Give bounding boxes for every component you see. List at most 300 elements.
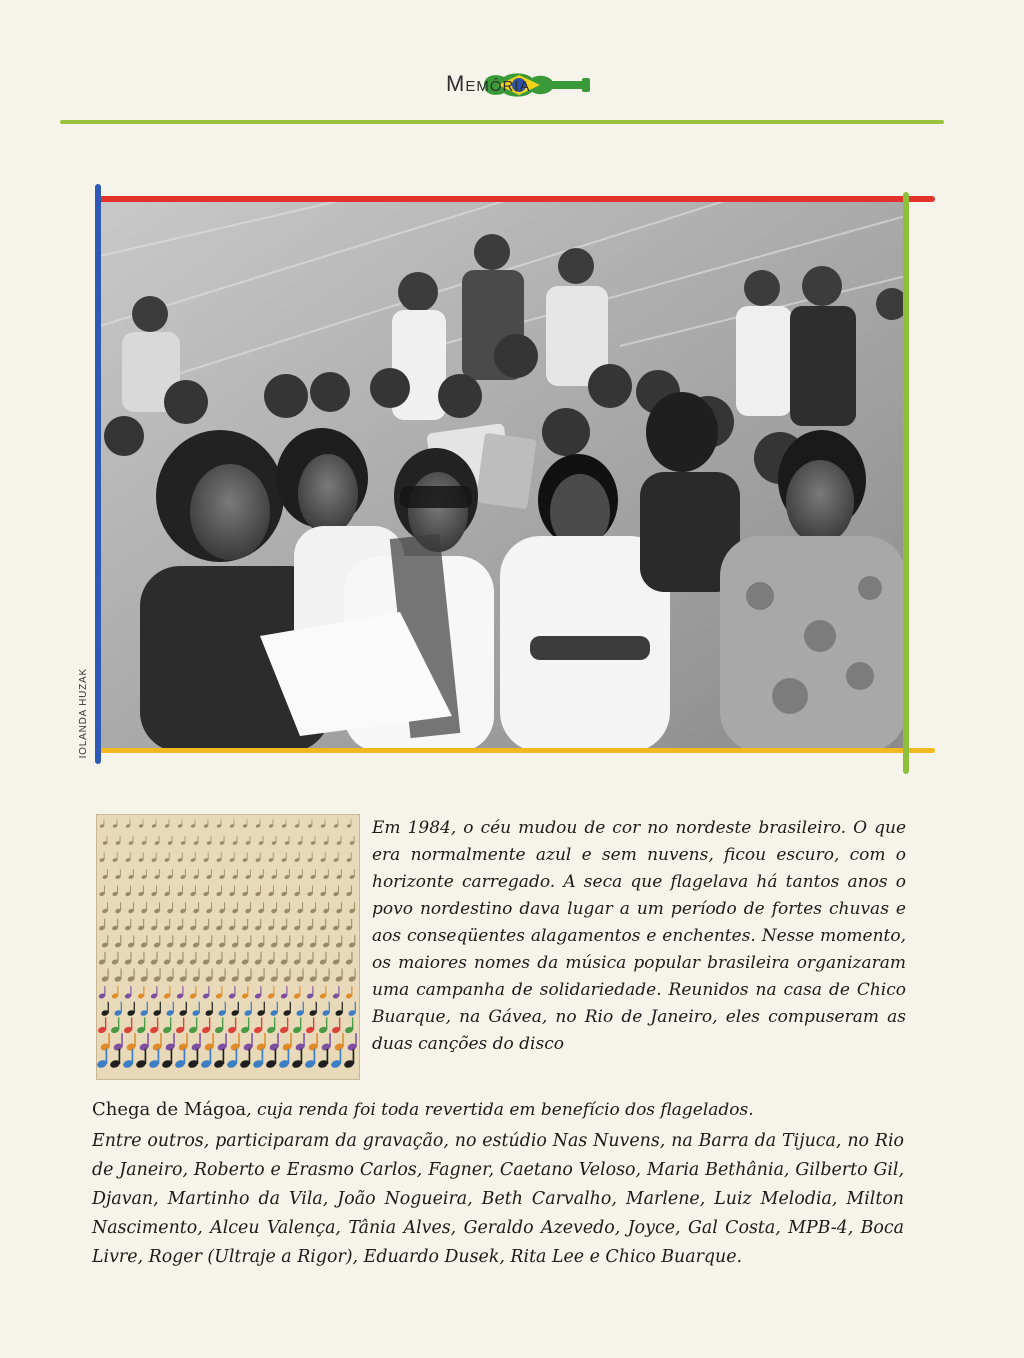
note-icon — [319, 986, 327, 999]
note-icon — [245, 836, 250, 845]
note-icon — [271, 902, 278, 914]
note-icon — [166, 935, 174, 948]
note-icon — [141, 902, 148, 914]
note-icon — [268, 819, 273, 828]
note-icon — [244, 1002, 253, 1017]
note-icon — [191, 1033, 202, 1051]
note-icon — [167, 836, 172, 845]
note-icon — [335, 1002, 344, 1017]
note-icon — [128, 869, 134, 880]
note-icon — [193, 869, 199, 880]
note-icon — [258, 902, 265, 914]
note-icon — [218, 935, 226, 948]
note-icon — [281, 886, 287, 897]
note-icon — [240, 1017, 250, 1034]
note-icon — [111, 919, 118, 931]
note-icon — [140, 968, 148, 982]
note-icon — [294, 853, 300, 863]
group-photo — [100, 196, 906, 752]
note-icon — [124, 986, 132, 999]
note-icon — [163, 986, 171, 999]
section-title: Memória — [446, 71, 531, 96]
note-icon — [267, 919, 274, 931]
note-icon — [345, 952, 353, 966]
note-icon — [321, 1033, 332, 1051]
note-icon — [127, 1002, 136, 1017]
note-icon — [293, 952, 301, 966]
note-icon — [98, 952, 106, 966]
note-icon — [102, 902, 109, 914]
note-icon — [322, 935, 330, 948]
note-icon — [138, 819, 143, 828]
note-icon — [190, 886, 196, 897]
note-icon — [243, 1033, 254, 1051]
note-icon — [216, 886, 222, 897]
note-icon — [202, 986, 210, 999]
note-icon — [281, 853, 287, 863]
note-icon — [333, 853, 339, 863]
note-icon — [293, 919, 300, 931]
note-icon — [187, 1049, 199, 1069]
note-icon — [176, 919, 183, 931]
note-icon — [205, 935, 213, 948]
note-icon — [255, 853, 261, 863]
note-icon — [305, 1017, 315, 1034]
note-icon — [309, 935, 317, 948]
note-icon — [161, 1049, 173, 1069]
note-icon — [139, 1033, 150, 1051]
note-icon — [177, 886, 183, 897]
note-icon — [296, 935, 304, 948]
note-icon — [271, 836, 276, 845]
note-icon — [348, 968, 356, 982]
note-icon — [176, 952, 184, 966]
note-icon — [332, 986, 340, 999]
frame-bottom-yellow — [95, 748, 935, 753]
note-icon — [190, 853, 196, 863]
note-icon — [255, 886, 261, 897]
note-icon — [126, 1033, 137, 1051]
note-icon — [148, 1049, 160, 1069]
note-icon — [124, 952, 132, 966]
note-icon — [179, 968, 187, 982]
note-icon — [319, 952, 327, 966]
note-icon — [258, 836, 263, 845]
note-icon — [192, 935, 200, 948]
note-icon — [283, 968, 291, 982]
note-icon — [295, 1033, 306, 1051]
note-icon — [336, 869, 342, 880]
note-icon — [310, 902, 317, 914]
note-icon — [188, 1017, 198, 1034]
note-icon — [269, 1033, 280, 1051]
note-icon — [110, 1017, 120, 1034]
note-icon — [283, 1002, 292, 1017]
note-icon — [202, 952, 210, 966]
header-rule — [60, 120, 944, 124]
note-icon — [265, 1049, 277, 1069]
note-icon — [102, 869, 108, 880]
note-icon — [204, 1033, 215, 1051]
note-icon — [180, 836, 185, 845]
note-icon — [267, 986, 275, 999]
note-icon — [135, 1049, 147, 1069]
note-icon — [228, 919, 235, 931]
note-icon — [229, 853, 235, 863]
note-icon — [179, 1002, 188, 1017]
note-icon — [112, 819, 117, 828]
note-icon — [127, 935, 135, 948]
note-icon — [97, 1017, 107, 1034]
note-icon — [229, 819, 234, 828]
note-icon — [189, 919, 196, 931]
note-icon — [138, 853, 144, 863]
note-icon — [232, 836, 237, 845]
note-icon — [270, 1002, 279, 1017]
note-icon — [153, 935, 161, 948]
note-icon — [308, 1033, 319, 1051]
note-icon — [177, 853, 183, 863]
note-icon — [154, 902, 161, 914]
note-icon — [216, 853, 222, 863]
note-icon — [102, 836, 107, 845]
note-icon — [193, 836, 198, 845]
note-icon — [254, 986, 262, 999]
note-icon — [140, 1002, 149, 1017]
note-icon — [349, 836, 354, 845]
note-icon — [99, 853, 105, 863]
note-icon — [346, 819, 351, 828]
note-icon — [232, 902, 239, 914]
note-icon — [113, 1033, 124, 1051]
note-icon — [114, 968, 122, 982]
album-cover-chega-de-magoa — [96, 814, 360, 1080]
note-icon — [232, 869, 238, 880]
note-icon — [231, 968, 239, 982]
note-icon — [330, 1049, 342, 1069]
note-icon — [230, 1033, 241, 1051]
note-icon — [307, 886, 313, 897]
note-icon — [137, 986, 145, 999]
note-icon — [100, 1033, 111, 1051]
note-icon — [346, 853, 352, 863]
note-icon — [297, 836, 302, 845]
note-icon — [112, 853, 118, 863]
note-icon — [307, 819, 312, 828]
note-icon — [127, 968, 135, 982]
paragraph-1-end-text: , cuja renda foi toda revertida em benefício dos flagelados. — [246, 1100, 754, 1120]
note-icon — [138, 886, 144, 897]
note-icon — [270, 935, 278, 948]
note-icon — [174, 1049, 186, 1069]
note-icon — [245, 869, 251, 880]
note-icon — [112, 886, 118, 897]
article-paragraph-1-end — [92, 1096, 906, 1124]
note-icon — [296, 1002, 305, 1017]
note-icon — [306, 986, 314, 999]
note-icon — [125, 886, 131, 897]
note-icon — [128, 836, 133, 845]
note-icon — [345, 919, 352, 931]
note-icon — [218, 968, 226, 982]
note-icon — [241, 986, 249, 999]
note-icon — [153, 1002, 162, 1017]
note-icon — [307, 853, 313, 863]
note-icon — [349, 869, 355, 880]
note-icon — [257, 968, 265, 982]
note-icon — [320, 819, 325, 828]
note-icon — [206, 836, 211, 845]
note-icon — [281, 819, 286, 828]
note-icon — [164, 853, 170, 863]
note-icon — [179, 935, 187, 948]
photo-credit: IOLANDA HUZAK — [78, 668, 89, 759]
note-icon — [99, 819, 104, 828]
note-icon — [306, 952, 314, 966]
note-icon — [177, 819, 182, 828]
note-icon — [280, 919, 287, 931]
note-icon — [343, 1049, 355, 1069]
note-icon — [244, 935, 252, 948]
note-icon — [189, 986, 197, 999]
note-icon — [241, 919, 248, 931]
note-icon — [254, 952, 262, 966]
note-icon — [349, 902, 356, 914]
note-icon — [141, 836, 146, 845]
note-icon — [267, 952, 275, 966]
article-paragraph-1: Em 1984, o céu mudou de cor no nordeste brasileiro. O que era normalmente azul e sem nuvens, ficou escuro, com o horizonte carregado. A seca que flagelava há tantos anos o povo nordestino dava lugar a um período de fortes chuvas e aos conseqüentes alagamentos e enchentes. Nesse momento, os maiores nomes da música popular brasileira organizaram uma campanha de solidariedade. Reunidos na casa de Chico Buarque, na Gávea, no Rio de Janeiro, eles compuseram as duas canções do disco — [372, 818, 906, 1054]
note-icon — [150, 952, 158, 966]
note-icon — [228, 986, 236, 999]
note-icon — [310, 836, 315, 845]
note-icon — [293, 986, 301, 999]
note-icon — [331, 1017, 341, 1034]
note-icon — [128, 902, 135, 914]
note-icon — [217, 1033, 228, 1051]
note-icon — [190, 819, 195, 828]
note-icon — [254, 919, 261, 931]
note-icon — [320, 853, 326, 863]
note-icon — [309, 1002, 318, 1017]
note-icon — [256, 1033, 267, 1051]
note-icon — [322, 968, 330, 982]
note-icon — [125, 819, 130, 828]
note-icon — [164, 819, 169, 828]
note-icon — [320, 886, 326, 897]
note-icon — [175, 1017, 185, 1034]
note-icon — [215, 952, 223, 966]
note-icon — [241, 952, 249, 966]
note-icon — [141, 869, 147, 880]
note-icon — [98, 919, 105, 931]
note-icon — [214, 1017, 224, 1034]
note-icon — [297, 902, 304, 914]
note-icon — [227, 1017, 237, 1034]
note-icon — [291, 1049, 303, 1069]
note-icon — [310, 869, 316, 880]
note-icon — [123, 1017, 133, 1034]
note-icon — [348, 935, 356, 948]
note-icon — [322, 1002, 331, 1017]
note-icon — [125, 853, 131, 863]
note-icon — [282, 1033, 293, 1051]
note-icon — [176, 986, 184, 999]
note-icon — [271, 869, 277, 880]
note-icon — [257, 1002, 266, 1017]
note-icon — [231, 1002, 240, 1017]
note-icon — [203, 819, 208, 828]
note-icon — [284, 902, 291, 914]
note-icon — [111, 952, 119, 966]
note-icon — [150, 986, 158, 999]
note-icon — [266, 1017, 276, 1034]
note-icon — [255, 819, 260, 828]
note-icon — [334, 1033, 345, 1051]
note-icon — [218, 1002, 227, 1017]
note-icon — [180, 902, 187, 914]
note-icon — [270, 968, 278, 982]
note-icon — [166, 1002, 175, 1017]
note-icon — [219, 836, 224, 845]
note-icon — [297, 869, 303, 880]
note-icon — [149, 1017, 159, 1034]
note-icon — [151, 853, 157, 863]
note-icon — [344, 1017, 354, 1034]
note-icon — [115, 869, 121, 880]
note-icon — [278, 1049, 290, 1069]
note-icon — [180, 869, 186, 880]
note-icon — [335, 968, 343, 982]
note-icon — [228, 952, 236, 966]
note-icon — [347, 1033, 358, 1051]
note-icon — [101, 968, 109, 982]
note-icon — [258, 869, 264, 880]
note-icon — [323, 836, 328, 845]
note-icon — [336, 836, 341, 845]
note-icon — [229, 886, 235, 897]
note-icon — [101, 935, 109, 948]
note-icon — [109, 1049, 121, 1069]
note-icon — [201, 1017, 211, 1034]
note-icon — [257, 935, 265, 948]
frame-left-blue — [95, 184, 101, 764]
frame-right-green — [903, 192, 909, 774]
note-icon — [323, 902, 330, 914]
note-icon — [189, 952, 197, 966]
note-icon — [203, 886, 209, 897]
note-icon — [219, 869, 225, 880]
note-icon — [284, 869, 290, 880]
note-icon — [280, 986, 288, 999]
note-icon — [345, 986, 353, 999]
note-icon — [153, 968, 161, 982]
note-icon — [333, 819, 338, 828]
note-icon — [335, 935, 343, 948]
note-icon — [154, 869, 160, 880]
note-icon — [101, 1002, 110, 1017]
note-icon — [200, 1049, 212, 1069]
note-icon — [268, 886, 274, 897]
note-icon — [283, 935, 291, 948]
note-icon — [167, 902, 174, 914]
note-icon — [202, 919, 209, 931]
note-icon — [226, 1049, 238, 1069]
album-name: Chega de Mágoa — [92, 1099, 247, 1120]
note-icon — [294, 819, 299, 828]
note-icon — [215, 919, 222, 931]
music-notes-pattern-icon — [96, 814, 360, 1080]
note-icon — [163, 919, 170, 931]
note-icon — [242, 853, 248, 863]
note-icon — [206, 902, 213, 914]
frame-top-red — [97, 196, 935, 202]
article-paragraph-2: Entre outros, participaram da gravação, no estúdio Nas Nuvens, na Barra da Tijuca, no Rio de Janeiro, Roberto e Erasmo Carlos, Fagner, Caetano Veloso, Maria Bethânia, Gilberto Gil, Djavan, Martinho da Vila, João Nogueira, Beth Carvalho, Marlene, Luiz Melodia, Milton Nascimento, Alceu Valença, Tânia Alves, Geraldo Azevedo, Joyce, Gal Costa, MPB-4, Boca Livre, Roger (Ultraje a Rigor), Eduardo Dusek, Rita Lee e Chico Buarque. — [92, 1131, 904, 1267]
note-icon — [318, 1017, 328, 1034]
note-icon — [319, 919, 326, 931]
note-icon — [122, 1049, 134, 1069]
note-icon — [111, 986, 119, 999]
note-icon — [304, 1049, 316, 1069]
note-icon — [124, 919, 131, 931]
note-icon — [115, 836, 120, 845]
note-icon — [162, 1017, 172, 1034]
note-icon — [296, 968, 304, 982]
note-icon — [137, 952, 145, 966]
note-icon — [151, 886, 157, 897]
note-icon — [203, 853, 209, 863]
note-icon — [206, 869, 212, 880]
note-icon — [280, 952, 288, 966]
note-icon — [292, 1017, 302, 1034]
note-icon — [114, 935, 122, 948]
note-icon — [150, 919, 157, 931]
note-icon — [151, 819, 156, 828]
note-icon — [164, 886, 170, 897]
note-icon — [166, 968, 174, 982]
note-icon — [205, 968, 213, 982]
note-icon — [306, 919, 313, 931]
note-icon — [333, 886, 339, 897]
note-icon — [252, 1049, 264, 1069]
note-icon — [99, 886, 105, 897]
note-icon — [323, 869, 329, 880]
note-icon — [244, 968, 252, 982]
note-icon — [163, 952, 171, 966]
note-icon — [279, 1017, 289, 1034]
note-icon — [346, 886, 352, 897]
note-icon — [239, 1049, 251, 1069]
note-icon — [178, 1033, 189, 1051]
note-icon — [332, 952, 340, 966]
note-icon — [165, 1033, 176, 1051]
note-icon — [136, 1017, 146, 1034]
note-icon — [284, 836, 289, 845]
note-icon — [294, 886, 300, 897]
note-icon — [192, 968, 200, 982]
note-icon — [242, 819, 247, 828]
note-icon — [205, 1002, 214, 1017]
note-icon — [115, 902, 122, 914]
note-icon — [219, 902, 226, 914]
note-icon — [192, 1002, 201, 1017]
note-icon — [114, 1002, 123, 1017]
note-icon — [140, 935, 148, 948]
note-icon — [96, 1049, 108, 1069]
note-icon — [348, 1002, 357, 1017]
note-icon — [154, 836, 159, 845]
note-icon — [253, 1017, 263, 1034]
note-icon — [245, 902, 252, 914]
